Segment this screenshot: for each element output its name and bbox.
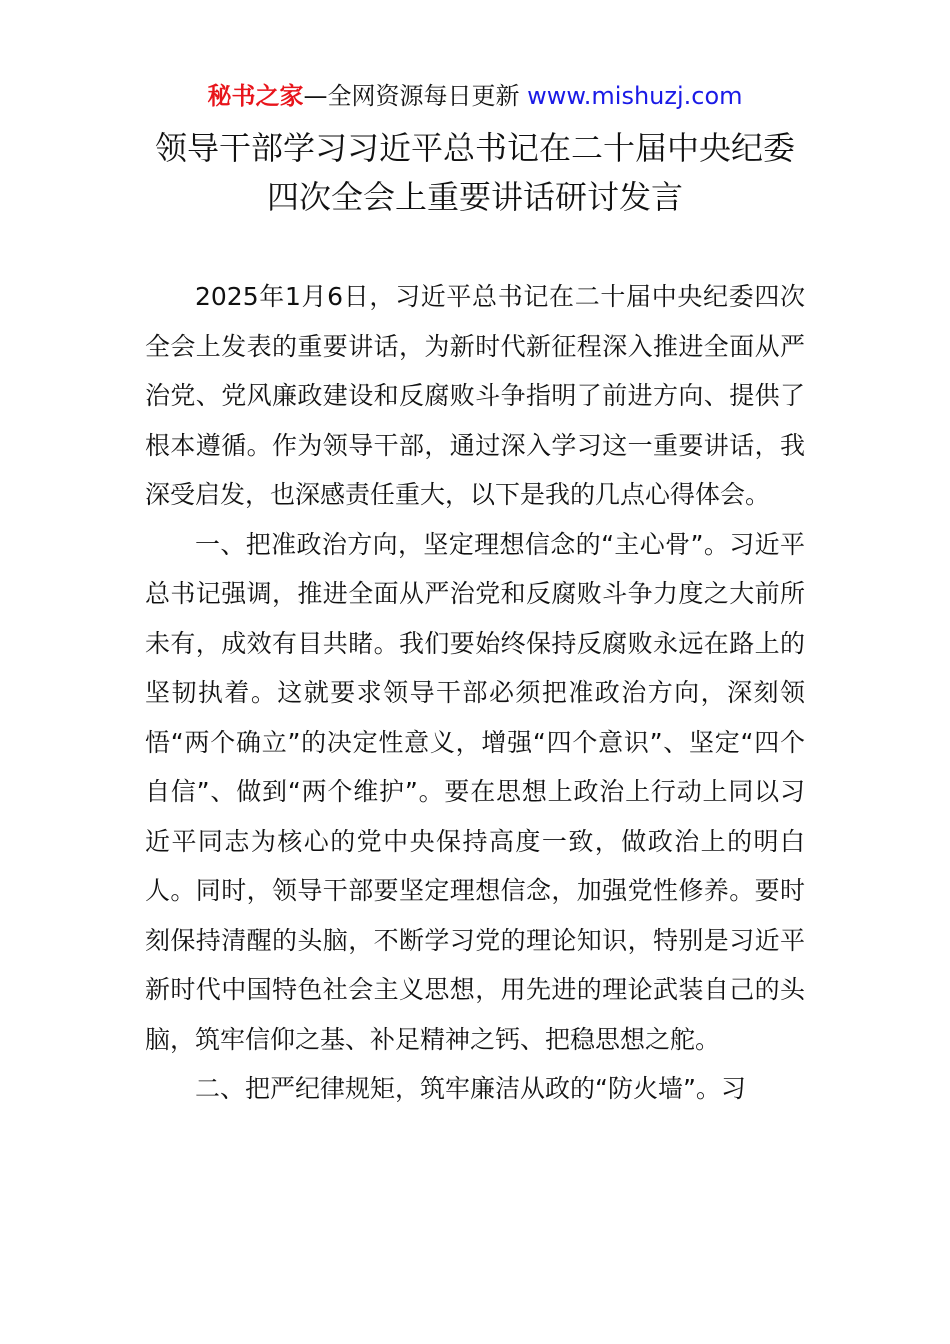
title-line-2: 四次全会上重要讲话研讨发言 [266, 178, 683, 216]
document-body [145, 272, 805, 1114]
paragraph-intro: 2025年1月6日，习近平总书记在二十届中央纪委四次全会上发表的重要讲话，为新时代新征程深入推进全面从严治党、党风廉政建设和反腐败斗争指明了前进方向、提供了根本遵循。作为领导干部，通过深入学习这一重要讲话，我深受启发，也深感责任重大，以下是我的几点心得体会。 [145, 282, 805, 509]
paragraph-section-2: 二、把严纪律规矩，筑牢廉洁从政的“防火墙”。习 [195, 1074, 746, 1103]
title-line-1: 领导干部学习习近平总书记在二十届中央纪委 [154, 129, 795, 167]
site-header [0, 80, 950, 112]
site-brand: 秘书之家 [207, 82, 304, 110]
site-url-link[interactable]: www.mishuzj.com [527, 82, 743, 110]
document-title [0, 124, 950, 222]
site-tagline: —全网资源每日更新 [303, 82, 528, 110]
paragraph-section-1: 一、把准政治方向，坚定理想信念的“主心骨”。习近平总书记强调，推进全面从严治党和反腐败斗争力度之大前所未有，成效有目共睹。我们要始终保持反腐败永远在路上的坚韧执着。这就要求领导干部必须把准政治方向，深刻领悟“两个确立”的决定性意义，增强“四个意识”、坚定“四个自信”、做到“两个维护”。要在思想上政治上行动上同以习近平同志为核心的党中央保持高度一致，做政治上的明白人。同时，领导干部要坚定理想信念，加强党性修养。要时刻保持清醒的头脑，不断学习党的理论知识，特别是习近平新时代中国特色社会主义思想，用先进的理论武装自己的头脑，筑牢信仰之基、补足精神之钙、把稳思想之舵。 [145, 529, 805, 1054]
